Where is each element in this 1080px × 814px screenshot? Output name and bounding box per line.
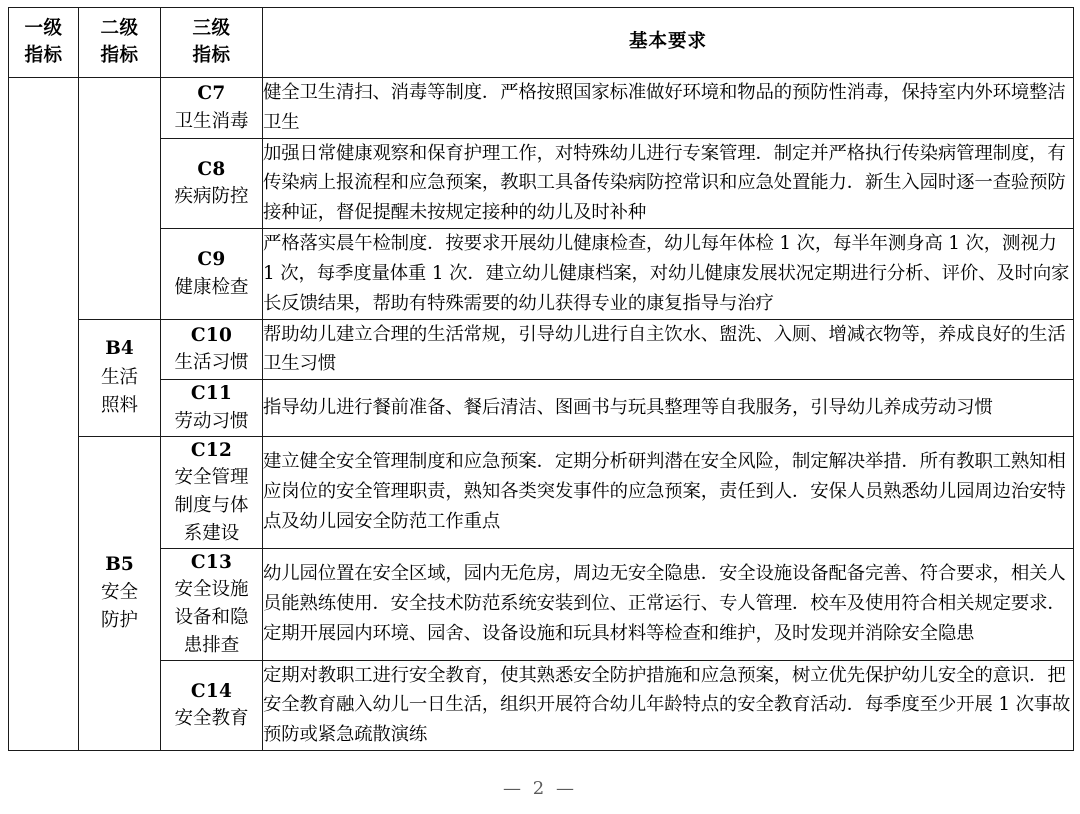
- level3-code-c9: C9: [197, 249, 226, 271]
- level3-name-c13-line1: 安全设施: [174, 579, 249, 601]
- level2-code-b5: B5: [105, 554, 134, 576]
- level2-name-b4-line1: 生活: [100, 366, 138, 388]
- header-level1-line2: 指标: [24, 44, 63, 66]
- requirement-cell-c13: 幼儿园位置在安全区域，园内无危房，周边无安全隐患．安全设施设备配备完善、符合要求，相关人员能熟练使用．安全技术防范系统安装到位、正常运行、专人管理．校车及使用符合相关规定要求．定期开展园内环境、园舍、设备设施和玩具材料等检查和维护，及时发现并消除安全隐患: [263, 548, 1074, 660]
- requirement-cell-c7: 健全卫生清扫、消毒等制度．严格按照国家标准做好环境和物品的预防性消毒，保持室内外环境整洁卫生: [263, 78, 1074, 139]
- level3-name-c12-line1: 安全管理: [174, 467, 249, 489]
- level3-code-c13: C13: [190, 551, 233, 573]
- level3-cell-c12: [161, 436, 263, 548]
- level3-name-c14: 安全教育: [174, 708, 249, 730]
- level3-name-c8: 疾病防控: [174, 186, 249, 208]
- level3-cell-c10: [161, 319, 263, 380]
- header-level3-line2: 指标: [192, 44, 231, 66]
- level3-cell-c13: [161, 548, 263, 660]
- level3-cell-c8: [161, 138, 263, 228]
- page-number-footer: — 2 —: [503, 778, 577, 799]
- header-level1-line1: 一级: [24, 18, 63, 40]
- indicator-table: [8, 7, 1074, 751]
- level2-cell-empty: [79, 78, 161, 320]
- header-level1: [9, 8, 79, 78]
- requirement-cell-c14: 定期对教职工进行安全教育，使其熟悉安全防护措施和应急预案，树立优先保护幼儿安全的意识．把安全教育融入幼儿一日生活，组织开展符合幼儿年龄特点的安全教育活动．每季度至少开展 1 次事故预防或紧急疏散演练: [263, 660, 1074, 750]
- level3-cell-c14: [161, 660, 263, 750]
- header-level3-line1: 三级: [192, 18, 231, 40]
- level3-name-c12-line2: 制度与体: [174, 495, 249, 517]
- level3-code-c7: C7: [197, 83, 226, 105]
- level3-name-c7: 卫生消毒: [174, 110, 249, 132]
- table-row: [9, 660, 1074, 750]
- level3-name-c9: 健康检查: [174, 276, 249, 298]
- level2-name-b5-line2: 防护: [100, 610, 138, 632]
- requirement-cell-c12: 建立健全安全管理制度和应急预案．定期分析研判潜在安全风险，制定解决举措．所有教职工熟知相应岗位的安全管理职责，熟知各类突发事件的应急预案，责任到人．安保人员熟悉幼儿园周边治安特点及幼儿园安全防范工作重点: [263, 436, 1074, 548]
- level3-name-c12-line3: 系建设: [183, 522, 240, 544]
- level3-code-c10: C10: [190, 324, 233, 346]
- level3-name-c13-line3: 患排查: [183, 634, 240, 656]
- requirement-cell-c11: 指导幼儿进行餐前准备、餐后清洁、图画书与玩具整理等自我服务，引导幼儿养成劳动习惯: [263, 380, 1074, 437]
- requirement-cell-c9: 严格落实晨午检制度．按要求开展幼儿健康检查，幼儿每年体检 1 次，每半年测身高 1 次，测视力 1 次，每季度量体重 1 次．建立幼儿健康档案，对幼儿健康发展状况定期进行分析、评价、及时向家长反馈结果，帮助有特殊需要的幼儿获得专业的康复指导与治疗: [263, 229, 1074, 319]
- table-row: [9, 319, 1074, 380]
- header-requirement: 基本要求: [263, 8, 1074, 78]
- level2-cell-b4: [79, 319, 161, 436]
- level3-code-c8: C8: [197, 158, 226, 180]
- table-row: [9, 548, 1074, 660]
- table-row: [9, 229, 1074, 319]
- header-level2: [79, 8, 161, 78]
- level3-code-c12: C12: [190, 439, 233, 461]
- table-row: [9, 380, 1074, 437]
- requirement-cell-c8: 加强日常健康观察和保育护理工作，对特殊幼儿进行专案管理．制定并严格执行传染病管理制度，有传染病上报流程和应急预案，教职工具备传染病防控常识和应急处置能力．新生入园时逐一查验预防接种证，督促提醒未按规定接种的幼儿及时补种: [263, 138, 1074, 228]
- level3-code-c11: C11: [190, 383, 233, 405]
- header-row: [9, 8, 1074, 78]
- level2-cell-b5: [79, 436, 161, 750]
- level3-name-c13-line2: 设备和隐: [174, 607, 249, 629]
- level3-cell-c11: [161, 380, 263, 437]
- header-level3: [161, 8, 263, 78]
- indicator-table-container: [8, 7, 1073, 751]
- requirement-cell-c10: 帮助幼儿建立合理的生活常规，引导幼儿进行自主饮水、盥洗、入厕、增减衣物等，养成良好的生活卫生习惯: [263, 319, 1074, 380]
- header-level2-line2: 指标: [100, 44, 139, 66]
- level3-cell-c9: [161, 229, 263, 319]
- level2-name-b5-line1: 安全: [100, 582, 138, 604]
- level3-cell-c7: [161, 78, 263, 139]
- level2-code-b4: B4: [105, 338, 134, 360]
- level3-code-c14: C14: [190, 680, 233, 702]
- level2-name-b4-line2: 照料: [100, 394, 138, 416]
- level3-name-c11: 劳动习惯: [174, 410, 249, 432]
- table-row: [9, 436, 1074, 548]
- header-level2-line1: 二级: [100, 18, 139, 40]
- table-body: [9, 78, 1074, 751]
- level3-name-c10: 生活习惯: [174, 352, 249, 374]
- table-row: [9, 78, 1074, 139]
- table-header: [9, 8, 1074, 78]
- level1-cell-empty: [9, 78, 79, 751]
- table-row: [9, 138, 1074, 228]
